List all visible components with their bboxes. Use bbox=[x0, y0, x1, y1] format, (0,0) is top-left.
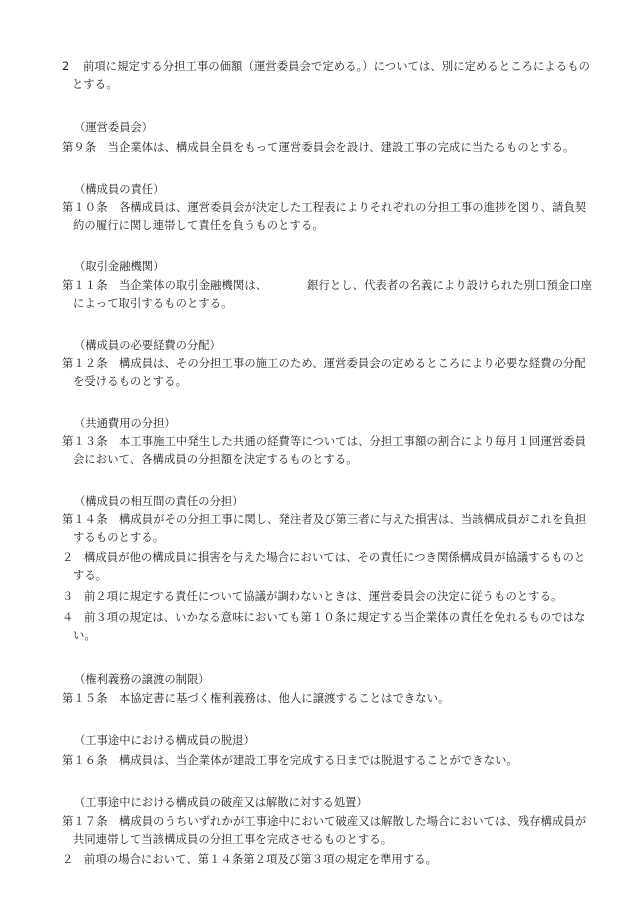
article-13-cont: 会において、各構成員の分担額を決定するものとする。 bbox=[73, 453, 358, 466]
article-heading: （構成員の相互間の責任の分担） bbox=[74, 495, 244, 508]
article-14: 第１４条 構成員がその分担工事に関し、発注者及び第三者に与えた損害は、当該構成員がこれを負担 bbox=[62, 513, 587, 526]
article-heading: （運営委員会） bbox=[74, 121, 154, 134]
article-10-cont: 約の履行に関し連帯して責任を負うものとする。 bbox=[73, 219, 324, 232]
article-12: 第１２条 構成員は、その分担工事の施工のため、運営委員会の定めるところにより必要な経費の分配 bbox=[62, 357, 586, 370]
clause-line: 前項の場合において、第１４条第２項及び第３項の規定を準用する。 bbox=[84, 853, 438, 866]
article-heading: （構成員の必要経費の分配） bbox=[74, 339, 221, 352]
clause-number: 2 bbox=[62, 60, 70, 73]
clause-number: ４ bbox=[62, 611, 74, 624]
clause-line: 前項に規定する分担工事の価額（運営委員会で定める。）については、別に定めるところによるもの bbox=[83, 60, 590, 73]
clause-line: 前３項の規定は、いかなる意味においても第１０条に規定する当企業体の責任を免れるものではな bbox=[84, 611, 586, 624]
article-11-cont: によって取引するものとする。 bbox=[73, 297, 233, 310]
article-9: 第９条 当企業体は、構成員全員をもって運営委員会を設け、建設工事の完成に当たるものとする。 bbox=[62, 141, 575, 154]
clause-line: する。 bbox=[73, 569, 108, 582]
article-15: 第１５条 本協定書に基づく権利義務は、他人に譲渡することはできない。 bbox=[62, 692, 450, 705]
article-heading: （工事途中における構成員の破産又は解散に対する処置） bbox=[74, 796, 368, 809]
clause-number: ２ bbox=[62, 853, 74, 866]
clause-number: ２ bbox=[62, 551, 74, 564]
article-13: 第１３条 本工事施工中発生した共通の経費等については、分担工事額の割合により毎月１回運営委員 bbox=[62, 435, 587, 448]
article-11: 第１１条 当企業体の取引金融機関は、 銀行とし、代表者の名義により設けられた別口預金口座 bbox=[62, 279, 593, 292]
article-12-cont: を受けるものとする。 bbox=[73, 375, 187, 388]
article-heading: （構成員の責任） bbox=[74, 183, 165, 196]
article-17: 第１７条 構成員のうちいずれかが工事途中において破産又は解散した場合においては、残存構成員が bbox=[62, 815, 587, 828]
article-heading: （工事途中における構成員の脱退） bbox=[74, 734, 255, 747]
article-17-cont: 共同連帯して当該構成員の分担工事を完成させるものとする。 bbox=[73, 833, 393, 846]
article-heading: （権利義務の譲渡の制限） bbox=[74, 673, 210, 686]
article-heading: （取引金融機関） bbox=[74, 260, 165, 273]
article-14-cont: するものとする。 bbox=[73, 531, 165, 544]
article-16: 第１６条 構成員は、当企業体が建設工事を完成する日までは脱退することができない。 bbox=[62, 754, 518, 767]
clause-line: 前２項に規定する責任について協議が調わないときは、運営委員会の決定に従うものとする。 bbox=[84, 590, 563, 603]
article-heading: （共通費用の分担） bbox=[74, 417, 176, 430]
clause-line: い。 bbox=[73, 629, 96, 642]
clause-line: 構成員が他の構成員に損害を与えた場合においては、その責任につき関係構成員が協議するものと bbox=[84, 551, 586, 564]
article-10: 第１０条 各構成員は、運営委員会が決定した工程表によりそれぞれの分担工事の進捗を図り、請負契 bbox=[62, 201, 587, 214]
clause-number: ３ bbox=[62, 590, 74, 603]
clause-line: とする。 bbox=[72, 78, 118, 91]
